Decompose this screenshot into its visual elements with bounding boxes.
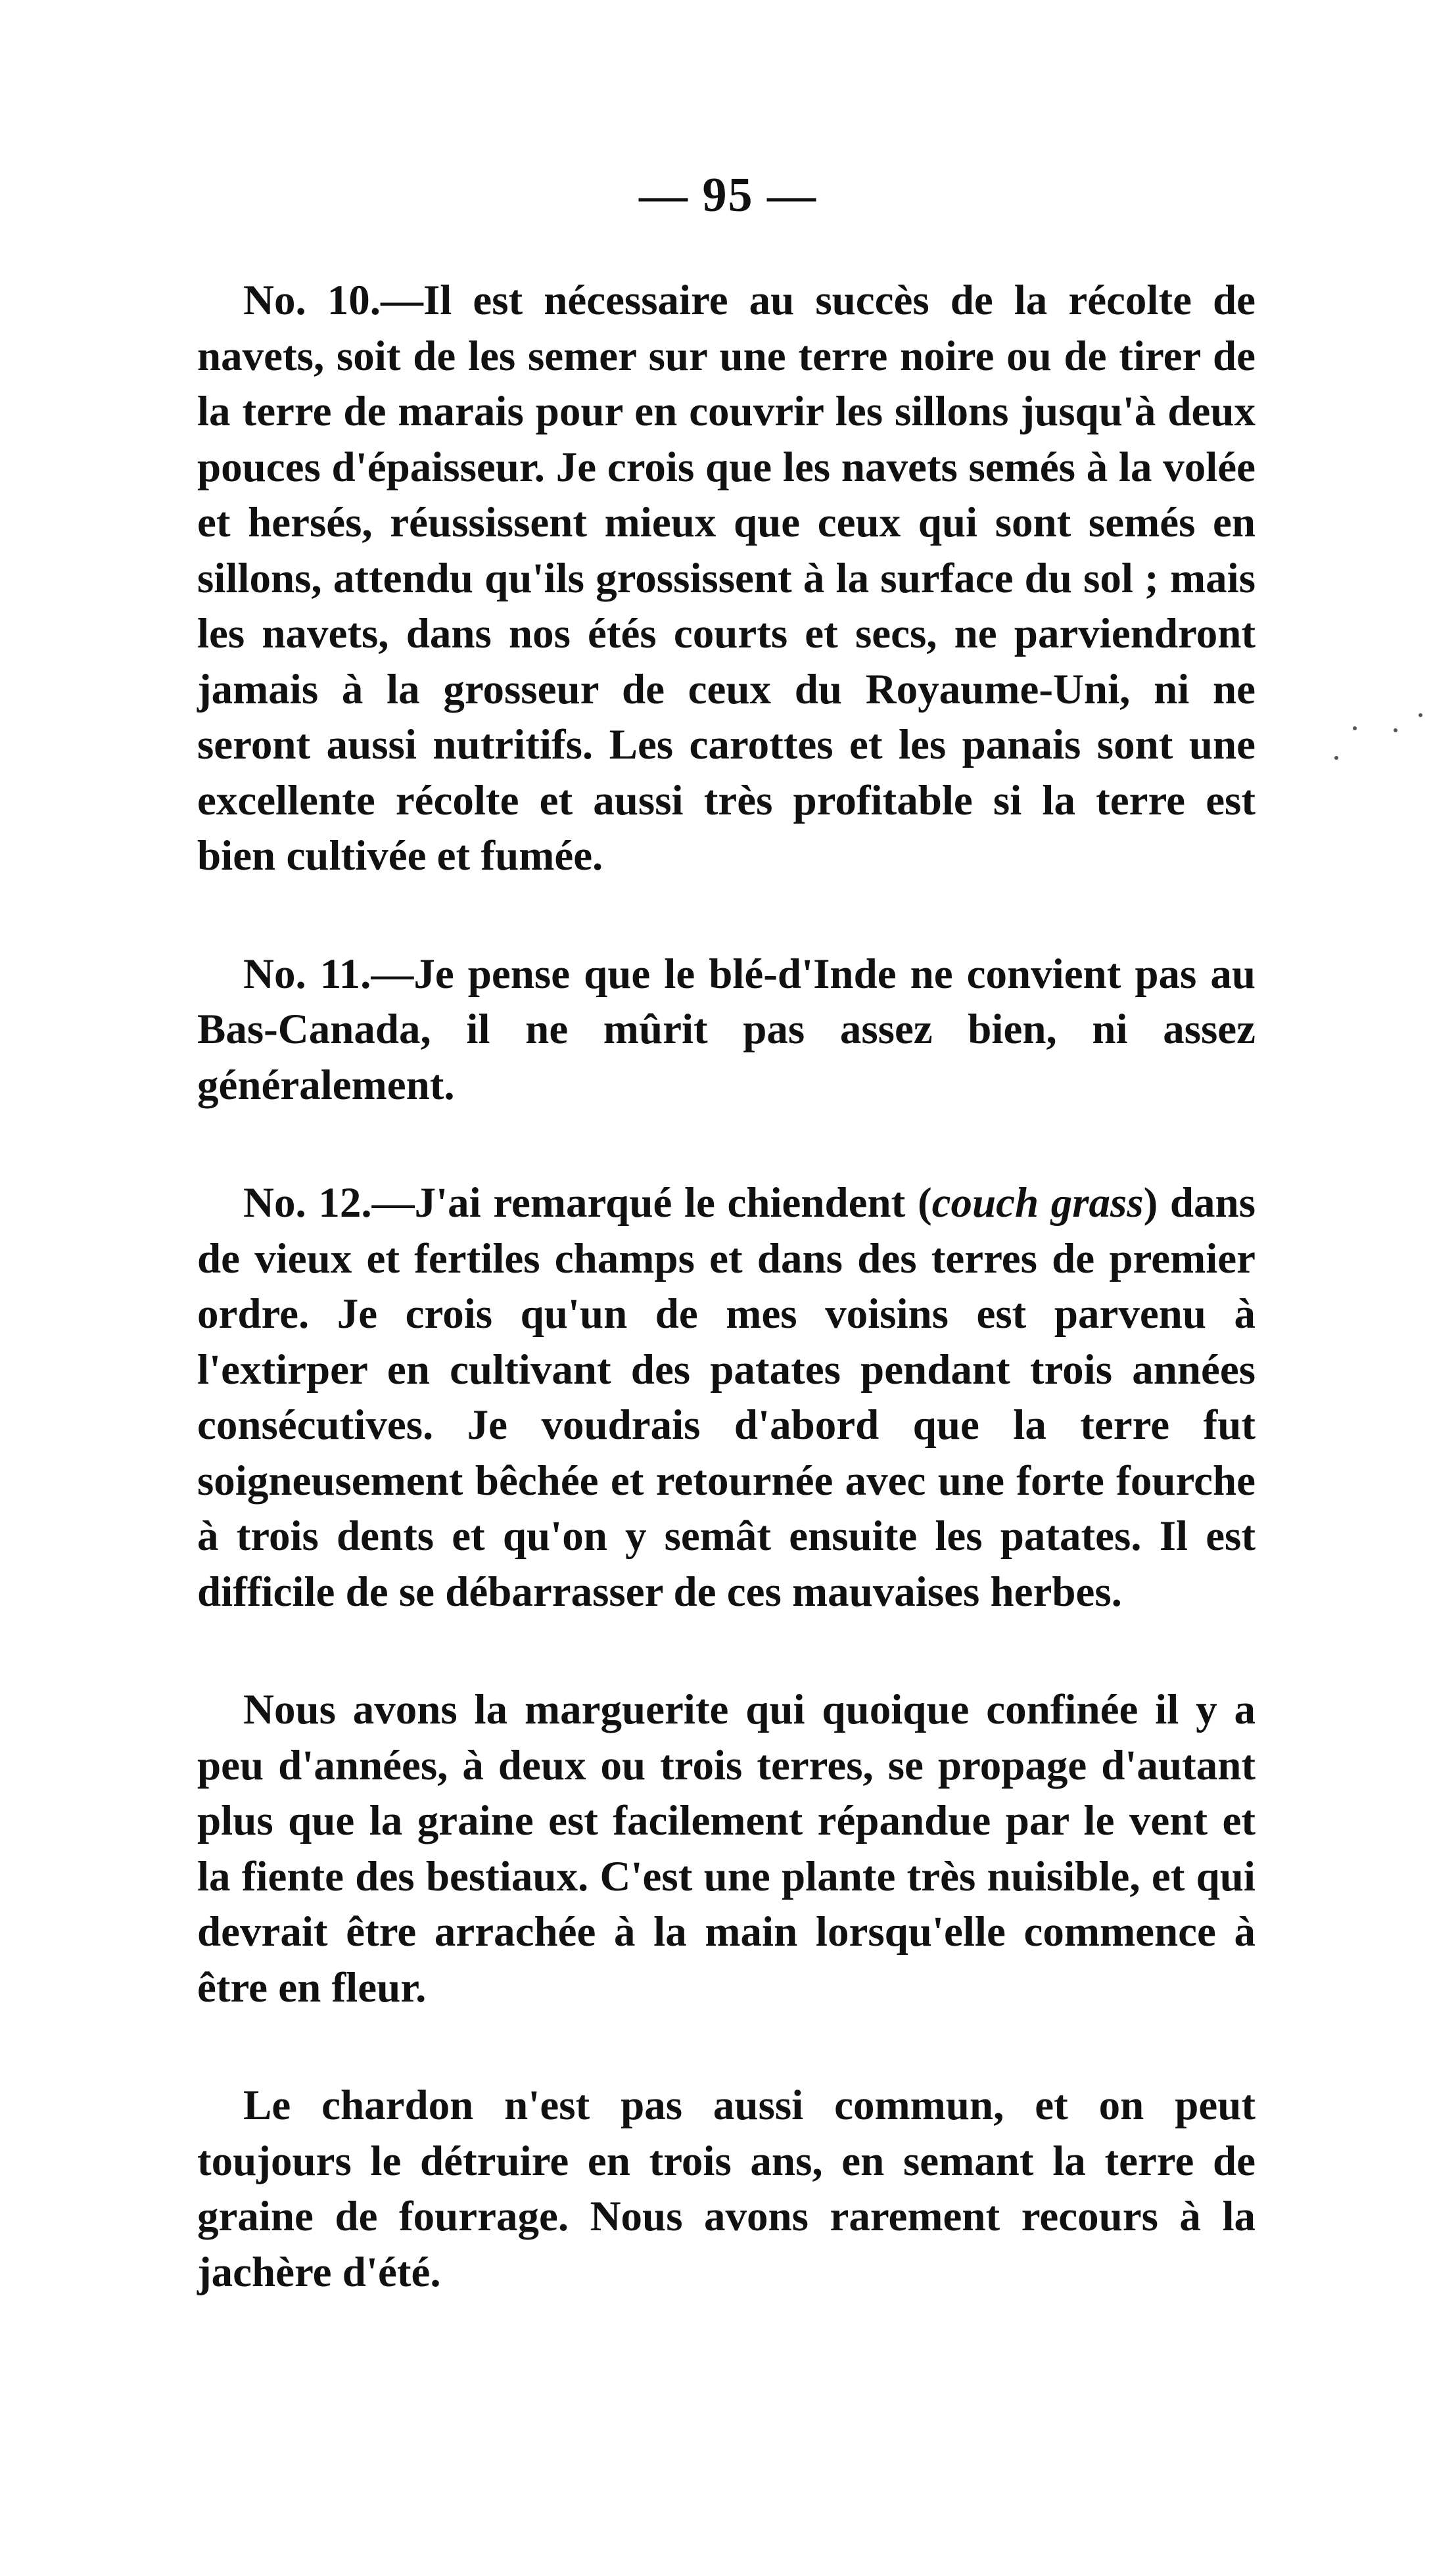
scan-speck	[1334, 756, 1338, 760]
paragraph-text: —Je pense que le blé-d'Inde ne convient pas au Bas-Canada, il ne mûrit pas assez bien, ni assez généralement.	[197, 950, 1256, 1109]
body-text	[197, 273, 1256, 2362]
scan-speck	[1353, 726, 1357, 730]
paragraph-label: No. 10.	[243, 277, 381, 324]
paragraph-marguerite	[197, 1682, 1256, 2015]
paragraph-no-11	[197, 947, 1256, 1113]
paragraph-chardon	[197, 2078, 1256, 2300]
scan-speck	[1394, 728, 1397, 732]
paragraph-text: —Il est nécessaire au succès de la récolte de navets, soit de les semer sur une terre noire ou de tirer de la terre de marais pour en couvrir les sillons jusqu'à deux pouces d'épaisseur. Je crois que les navets semés à la volée et hersés, réussissent mieux que ceux qui sont semés en sillons, attendu qu'ils grossissent à la surface du sol ; mais les navets, dans nos étés courts et secs, ne parviendront jamais à la grosseur de ceux du Royaume-Uni, ni ne seront aussi nutritifs. Les carottes et les panais sont une excellente récolte et aussi très profitable si la terre est bien cultivée et fumée.	[197, 277, 1256, 879]
paragraph-text: Le chardon n'est pas aussi commun, et on peut toujours le détruire en trois ans, en semant la terre de graine de fourrage. Nous avons rarement recours à la jachère d'été.	[197, 2082, 1256, 2296]
paragraph-text-after: ) dans de vieux et fertiles champs et dans des terres de premier ordre. Je crois qu'un de mes voisins est parvenu à l'extirper en cultivant des patates pendant trois années consécutives. Je voudrais d'abord que la terre fut soigneusement bêchée et retournée avec une forte fourche à trois dents et qu'on y semât ensuite les patates. Il est difficile de se débarrasser de ces mauvaises herbes.	[197, 1179, 1256, 1616]
paragraph-label: No. 12.	[243, 1179, 372, 1227]
scan-speck	[1419, 713, 1422, 717]
paragraph-text-italic: couch grass	[931, 1179, 1144, 1227]
paragraph-text: Nous avons la marguerite qui quoique confinée il y a peu d'années, à deux ou trois terres, se propage d'autant plus que la graine est facilement répandue par le vent et la fiente des bestiaux. C'est une plante très nuisible, et qui devrait être arrachée à la main lorsqu'elle commence à être en fleur.	[197, 1686, 1256, 2011]
paragraph-no-10	[197, 273, 1256, 884]
paragraph-no-12	[197, 1175, 1256, 1620]
page-number: — 95 —	[639, 168, 817, 222]
paragraph-text-before: —J'ai remarqué le chiendent (	[371, 1179, 932, 1227]
paragraph-label: No. 11.	[243, 950, 371, 998]
